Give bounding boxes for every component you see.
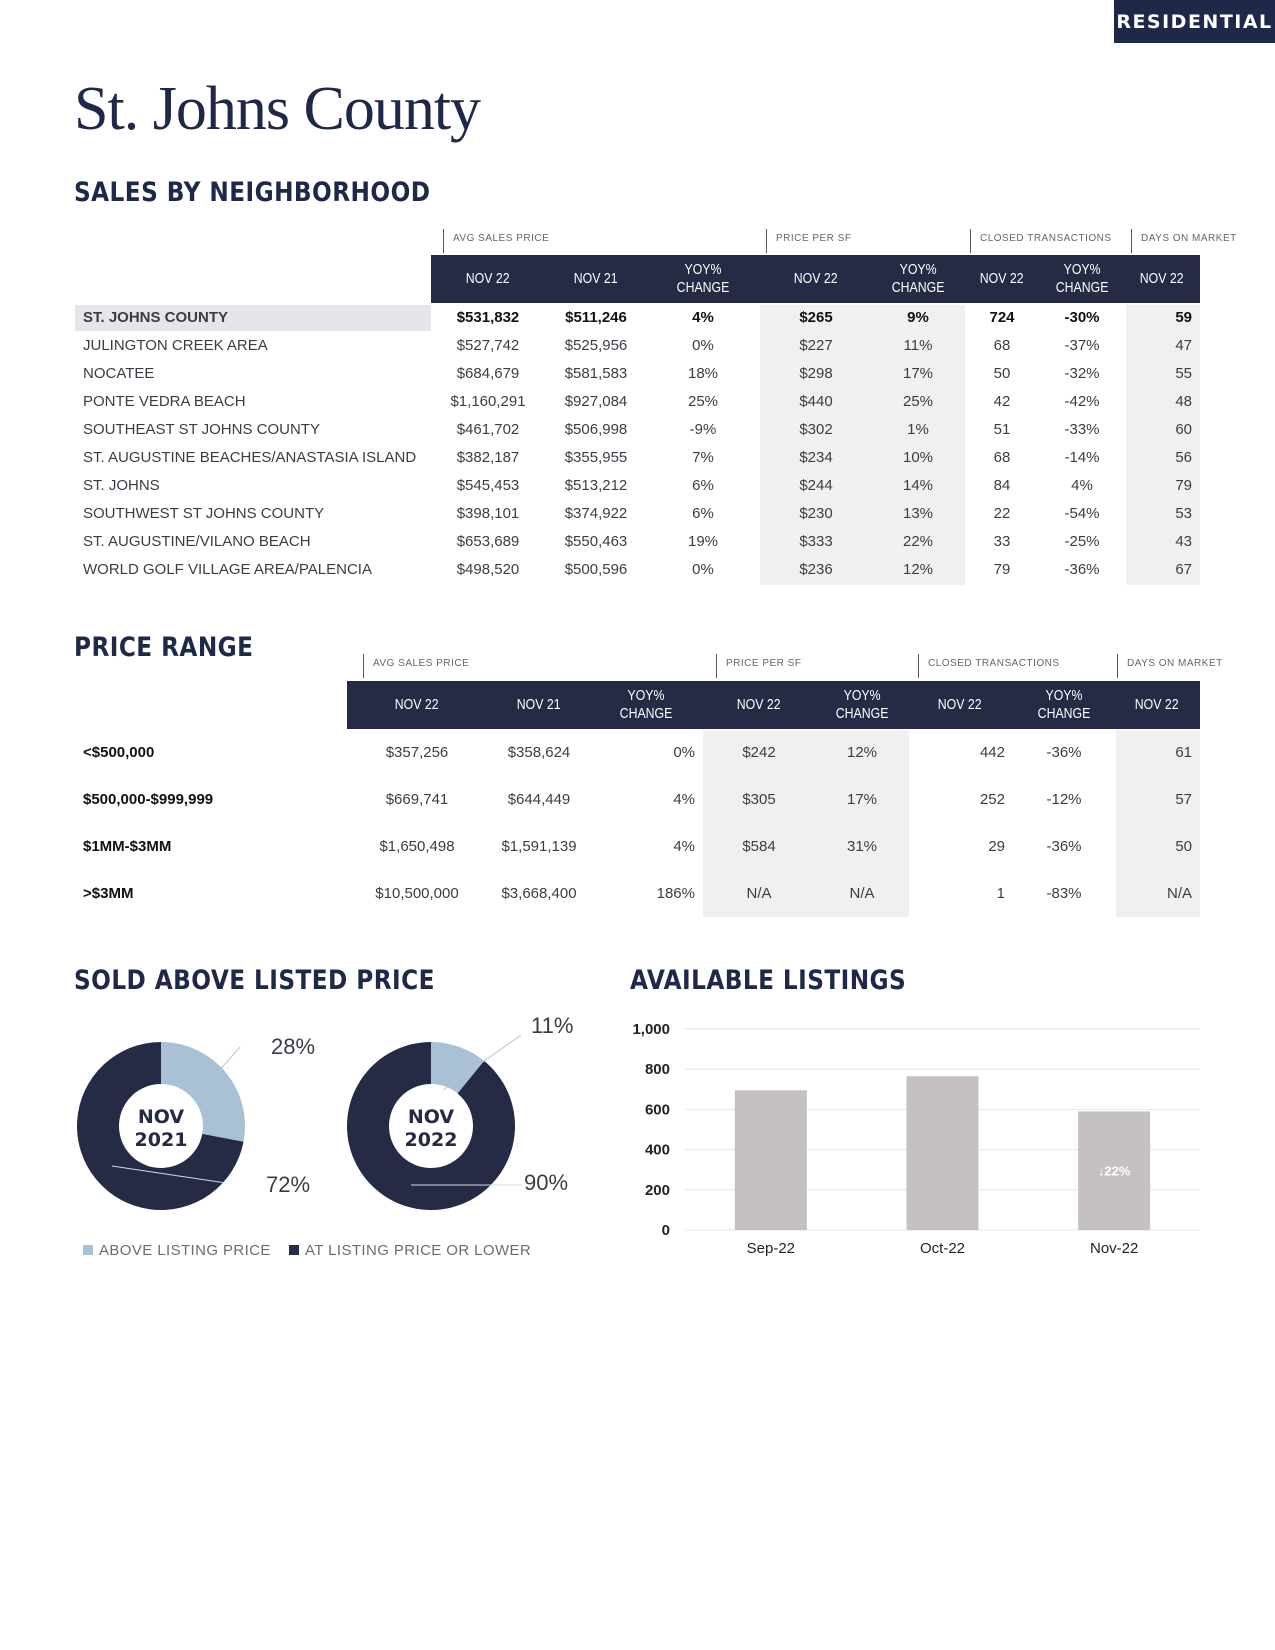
- column-header-label: NOV 22: [1140, 270, 1184, 287]
- table-cell: 7%: [692, 449, 714, 466]
- table-cell: 1%: [907, 421, 929, 438]
- table-cell: 13%: [902, 505, 934, 522]
- table-cell: 4%: [673, 838, 695, 855]
- donut-value-label: 90%: [524, 1170, 569, 1195]
- neighborhood-name: WORLD GOLF VILLAGE AREA/PALENCIA: [83, 561, 372, 578]
- table-cell: 6%: [692, 477, 714, 494]
- table-cell: $244: [799, 477, 833, 494]
- table-cell: 43: [1175, 533, 1192, 550]
- column-header: [822, 681, 902, 729]
- table-cell: 724: [989, 309, 1015, 326]
- column-header-label: NOV 22: [980, 270, 1024, 287]
- table-cell: 42: [993, 393, 1011, 410]
- table-cell: $513,212: [564, 477, 628, 494]
- column-header-label: NOV 22: [737, 696, 781, 713]
- table-cell: 1: [996, 885, 1005, 902]
- column-header-label: NOV 22: [794, 270, 838, 287]
- legend-above-label: ABOVE LISTING PRICE: [99, 1242, 271, 1259]
- table-cell: 79: [1175, 477, 1192, 494]
- table-cell: $242: [742, 744, 776, 761]
- column-header-label: YOY% CHANGE: [891, 261, 945, 296]
- donut-center-label: 2022: [404, 1129, 458, 1151]
- table-cell: 25%: [902, 393, 934, 410]
- neighborhood-name: SOUTHEAST ST JOHNS COUNTY: [83, 421, 320, 438]
- column-header-label: NOV 22: [938, 696, 982, 713]
- group-label: PRICE PER SF: [776, 233, 852, 244]
- column-header: [551, 255, 641, 303]
- group-label: AVG SALES PRICE: [453, 233, 550, 244]
- donut-value-label: 11%: [531, 1013, 574, 1038]
- donut-center-label: NOV: [137, 1106, 185, 1128]
- table-cell: 48: [1175, 393, 1192, 410]
- table-cell: 60: [1175, 421, 1192, 438]
- table-cell: $527,742: [456, 337, 520, 354]
- table-cell: $305: [742, 791, 776, 808]
- donut-charts: [60, 1005, 600, 1225]
- table-cell: $644,449: [507, 791, 571, 808]
- table-cell: $684,679: [456, 365, 520, 382]
- table-cell: 4%: [673, 791, 695, 808]
- x-tick-label: Sep-22: [746, 1240, 796, 1257]
- column-header-label: NOV 21: [517, 696, 561, 713]
- bar: [907, 1076, 979, 1230]
- table-cell: 4%: [1071, 477, 1093, 494]
- table-cell: 252: [979, 791, 1005, 808]
- table-cell: $374,922: [564, 505, 628, 522]
- column-header: [771, 255, 861, 303]
- group-label: CLOSED TRANSACTIONS: [928, 658, 1060, 669]
- table-cell: 59: [1175, 309, 1192, 326]
- price-range-name: $1MM-$3MM: [83, 838, 172, 855]
- y-tick-label: 1,000: [632, 1021, 670, 1038]
- table-cell: -30%: [1064, 309, 1100, 326]
- neighborhood-name: ST. JOHNS COUNTY: [83, 309, 229, 326]
- neighborhood-name: PONTE VEDRA BEACH: [83, 393, 246, 410]
- table-cell: 68: [993, 337, 1011, 354]
- column-header: [920, 681, 1000, 729]
- table-cell: 186%: [656, 885, 695, 902]
- available-listings-heading: AVAILABLE LISTINGS: [630, 965, 907, 996]
- table-cell: 0%: [692, 337, 714, 354]
- table-cell: $653,689: [456, 533, 520, 550]
- table-cell: 22%: [902, 533, 934, 550]
- column-header-label: YOY% CHANGE: [1037, 687, 1091, 722]
- column-header-label: YOY% CHANGE: [835, 687, 889, 722]
- table-cell: 442: [979, 744, 1005, 761]
- table-cell: -9%: [689, 421, 717, 438]
- table-cell: $531,832: [456, 309, 520, 326]
- legend-lower: [289, 1242, 531, 1259]
- legend-above: [83, 1242, 271, 1259]
- table-cell: 0%: [673, 744, 695, 761]
- table-cell: 4%: [692, 309, 714, 326]
- table-cell: N/A: [849, 885, 875, 902]
- neighborhood-name: ST. AUGUSTINE BEACHES/ANASTASIA ISLAND: [83, 449, 417, 466]
- residential-badge: RESIDENTIAL: [1114, 0, 1275, 43]
- table-cell: $498,520: [456, 561, 520, 578]
- table-cell: $927,084: [564, 393, 628, 410]
- table-cell: 33: [993, 533, 1011, 550]
- table-cell: 31%: [846, 838, 878, 855]
- group-label: PRICE PER SF: [726, 658, 802, 669]
- column-header-label: NOV 21: [574, 270, 618, 287]
- table-cell: $1,160,291: [450, 393, 526, 410]
- table-cell: 56: [1175, 449, 1192, 466]
- table-cell: -42%: [1064, 393, 1100, 410]
- table-cell: -36%: [1046, 744, 1082, 761]
- column-header-label: YOY% CHANGE: [619, 687, 673, 722]
- neighborhood-name: SOUTHWEST ST JOHNS COUNTY: [83, 505, 325, 522]
- table-cell: $230: [799, 505, 833, 522]
- table-cell: 22: [993, 505, 1011, 522]
- column-header: [714, 681, 804, 729]
- table-cell: $302: [799, 421, 833, 438]
- column-header: [443, 255, 533, 303]
- table-cell: 17%: [902, 365, 934, 382]
- available-listings-chart: [620, 1015, 1210, 1260]
- shade-price-per-sf: [760, 305, 965, 585]
- table-cell: $234: [799, 449, 833, 466]
- table-cell: 14%: [902, 477, 934, 494]
- table-cell: 55: [1175, 365, 1192, 382]
- table-cell: $545,453: [456, 477, 520, 494]
- price-range-header: [347, 681, 1200, 729]
- price-range-name: <$500,000: [83, 744, 155, 761]
- legend-swatch-above: [83, 1245, 93, 1255]
- table-cell: -25%: [1064, 533, 1100, 550]
- column-header-label: NOV 22: [1135, 696, 1179, 713]
- neighborhood-name: ST. AUGUSTINE/VILANO BEACH: [83, 533, 311, 550]
- donut-center-label: 2021: [134, 1129, 188, 1151]
- table-cell: $265: [799, 309, 833, 326]
- y-tick-label: 0: [661, 1222, 670, 1239]
- table-cell: -54%: [1064, 505, 1100, 522]
- table-cell: 11%: [903, 337, 933, 354]
- column-header-label: NOV 22: [395, 696, 439, 713]
- table-cell: $382,187: [456, 449, 520, 466]
- table-cell: 61: [1175, 744, 1192, 761]
- bar-annotation: ↓22%: [1097, 1163, 1131, 1179]
- table-cell: 50: [1175, 838, 1192, 855]
- x-tick-label: Oct-22: [919, 1240, 966, 1257]
- table-cell: -36%: [1046, 838, 1082, 855]
- price-range-heading: PRICE RANGE: [74, 632, 254, 663]
- column-header: [1042, 255, 1122, 303]
- table-cell: $461,702: [456, 421, 520, 438]
- table-cell: -32%: [1064, 365, 1100, 382]
- table-cell: 0%: [692, 561, 714, 578]
- y-tick-label: 600: [644, 1101, 670, 1119]
- legend-swatch-lower: [289, 1245, 299, 1255]
- donut-value-label: 28%: [271, 1034, 316, 1059]
- table-cell: $525,956: [564, 337, 628, 354]
- table-cell: 10%: [902, 449, 934, 466]
- table-cell: 18%: [687, 365, 719, 382]
- table-cell: -12%: [1046, 791, 1082, 808]
- neighborhood-name: ST. JOHNS: [83, 477, 160, 494]
- neighborhood-name: NOCATEE: [83, 365, 155, 382]
- table-cell: $358,624: [507, 744, 571, 761]
- neighborhood-name: JULINGTON CREEK AREA: [83, 337, 268, 354]
- column-header: [967, 255, 1037, 303]
- table-cell: -83%: [1046, 885, 1082, 902]
- group-label: DAYS ON MARKET: [1127, 658, 1223, 669]
- column-header-label: YOY% CHANGE: [676, 261, 730, 296]
- table-cell: $506,998: [564, 421, 628, 438]
- table-cell: 50: [993, 365, 1011, 382]
- table-cell: $581,583: [564, 365, 628, 382]
- y-tick-label: 200: [644, 1181, 670, 1199]
- table-cell: -37%: [1064, 337, 1100, 354]
- column-header: [648, 255, 758, 303]
- table-cell: $355,955: [564, 449, 628, 466]
- table-cell: 17%: [846, 791, 878, 808]
- table-cell: 53: [1175, 505, 1192, 522]
- table-cell: 19%: [687, 533, 719, 550]
- table-cell: 51: [993, 421, 1011, 438]
- x-tick-label: Nov-22: [1089, 1240, 1139, 1257]
- table-cell: -14%: [1064, 449, 1100, 466]
- table-cell: $584: [742, 838, 776, 855]
- table-cell: 79: [993, 561, 1011, 578]
- legend-lower-label: AT LISTING PRICE OR LOWER: [305, 1242, 532, 1259]
- table-cell: $500,596: [564, 561, 628, 578]
- table-cell: 12%: [902, 561, 934, 578]
- table-cell: $10,500,000: [375, 885, 459, 902]
- price-range-name: >$3MM: [83, 885, 134, 902]
- table-cell: $298: [799, 365, 833, 382]
- table-cell: $3,668,400: [501, 885, 577, 902]
- table-cell: 57: [1175, 791, 1192, 808]
- table-cell: -33%: [1064, 421, 1100, 438]
- table-cell: $1,650,498: [379, 838, 455, 855]
- table-cell: 9%: [907, 309, 929, 326]
- group-label: CLOSED TRANSACTIONS: [980, 233, 1112, 244]
- column-header: [1127, 255, 1197, 303]
- table-cell: $1,591,139: [501, 838, 577, 855]
- column-header-label: YOY% CHANGE: [1055, 261, 1109, 296]
- sold-above-heading: SOLD ABOVE LISTED PRICE: [74, 965, 435, 996]
- table-cell: N/A: [1166, 885, 1192, 902]
- table-cell: 67: [1175, 561, 1192, 578]
- column-header: [1122, 681, 1192, 729]
- table-cell: 12%: [846, 744, 878, 761]
- table-cell: $440: [799, 393, 833, 410]
- table-cell: $236: [799, 561, 833, 578]
- table-cell: 68: [993, 449, 1011, 466]
- column-header: [591, 681, 701, 729]
- group-label: DAYS ON MARKET: [1141, 233, 1237, 244]
- table-cell: $357,256: [385, 744, 449, 761]
- column-header: [372, 681, 462, 729]
- table-cell: $398,101: [456, 505, 520, 522]
- column-header-label: NOV 22: [466, 270, 510, 287]
- page-title: St. Johns County: [74, 75, 481, 143]
- column-header: [494, 681, 584, 729]
- table-cell: $550,463: [564, 533, 628, 550]
- table-cell: 47: [1175, 337, 1192, 354]
- table-cell: 29: [988, 838, 1005, 855]
- table-cell: $333: [799, 533, 833, 550]
- table-cell: 25%: [687, 393, 719, 410]
- y-tick-label: 800: [644, 1061, 670, 1079]
- bar: [735, 1090, 807, 1230]
- table-cell: -36%: [1064, 561, 1100, 578]
- neighborhood-header: [431, 255, 1200, 303]
- table-cell: $669,741: [385, 791, 449, 808]
- table-cell: N/A: [746, 885, 772, 902]
- price-range-name: $500,000-$999,999: [83, 791, 214, 808]
- donut-value-label: 72%: [266, 1172, 311, 1197]
- table-cell: 6%: [692, 505, 714, 522]
- y-tick-label: 400: [644, 1141, 670, 1159]
- table-cell: 84: [993, 477, 1011, 494]
- shade-price-per-sf: [703, 730, 909, 917]
- column-header: [878, 255, 958, 303]
- neighborhood-heading: SALES BY NEIGHBORHOOD: [74, 177, 431, 208]
- column-header: [1009, 681, 1119, 729]
- table-cell: $227: [799, 337, 833, 354]
- donut-center-label: NOV: [407, 1106, 455, 1128]
- group-label: AVG SALES PRICE: [373, 658, 470, 669]
- table-cell: $511,246: [565, 309, 627, 326]
